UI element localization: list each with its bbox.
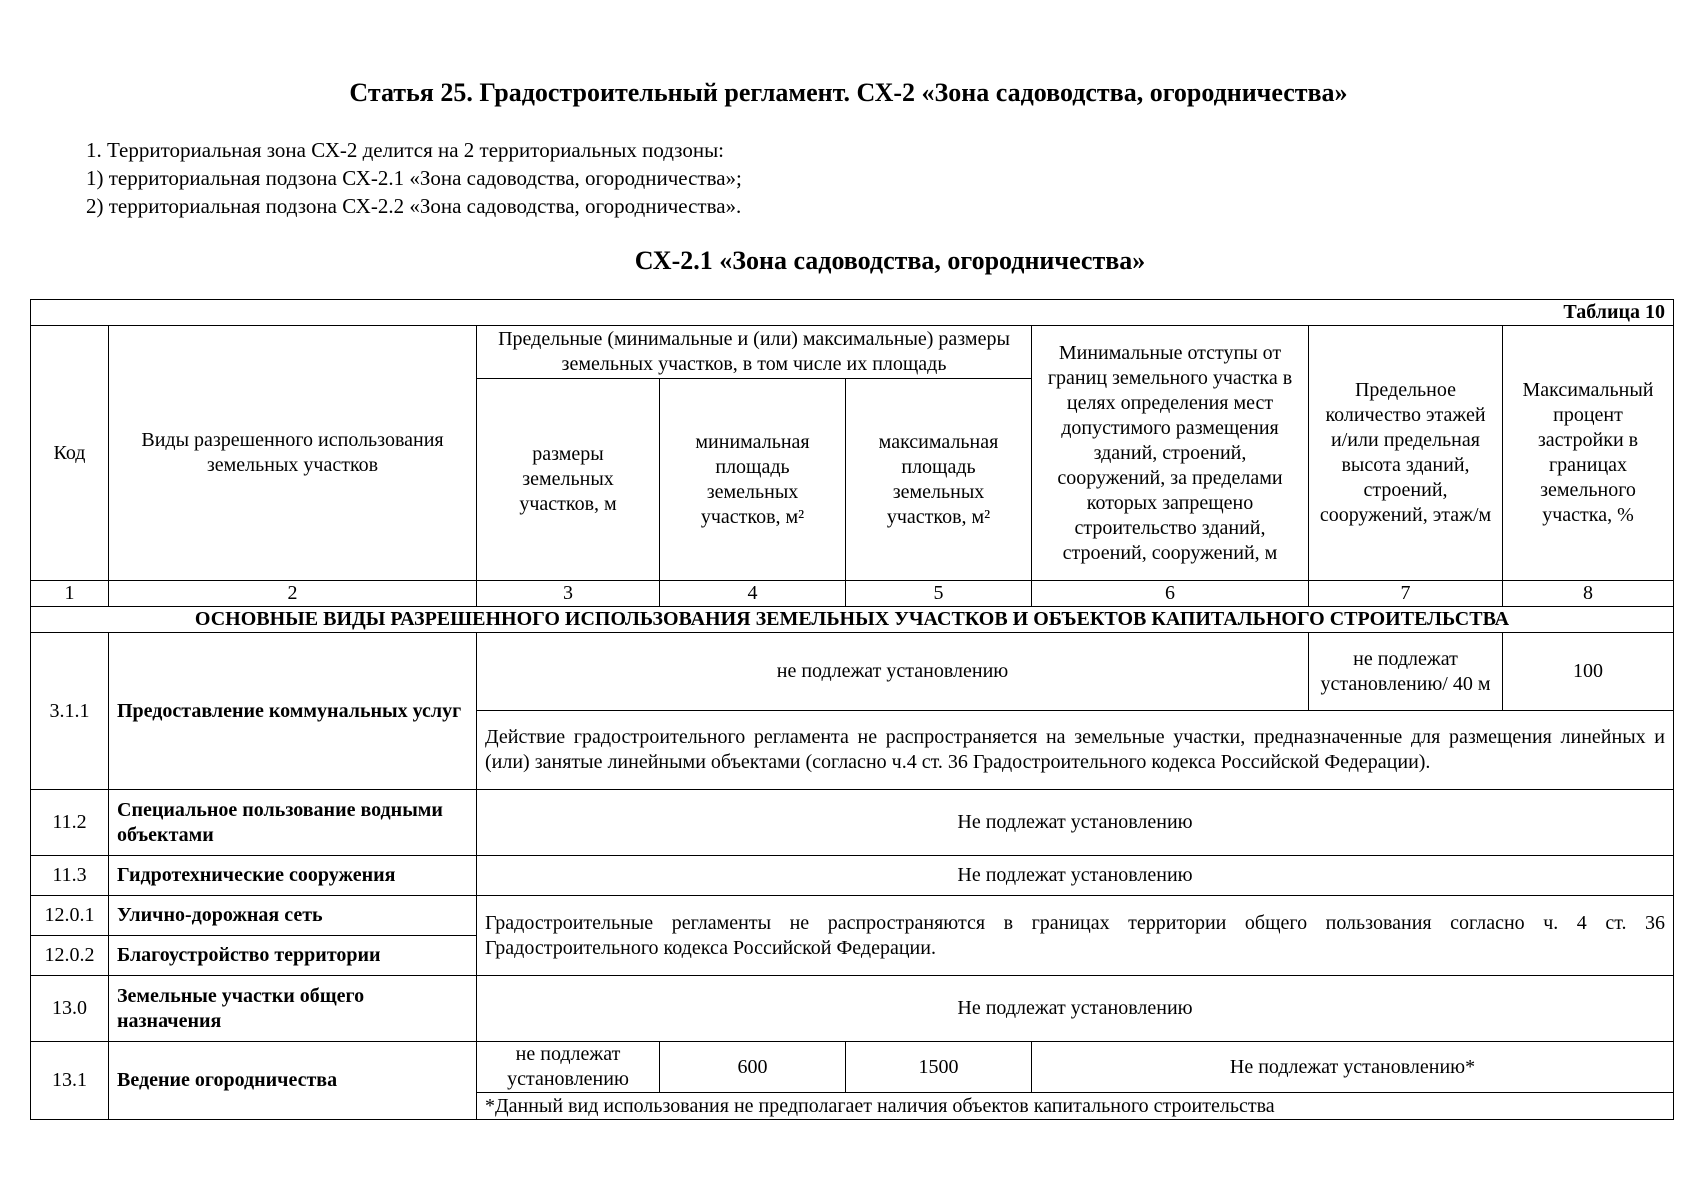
header-code: Код xyxy=(31,326,109,581)
row-use-name: Ведение огородничества xyxy=(109,1042,477,1120)
table-row xyxy=(31,856,1674,896)
header-max-area: максимальная площадь земельных участков, м² xyxy=(846,379,1032,581)
row-use-name: Улично-дорожная сеть xyxy=(109,896,477,936)
article-title: Статья 25. Градостроительный регламент. СХ-2 «Зона садоводства, огородничества» xyxy=(349,78,1348,107)
row-plot-size-value: не подлежат установлению xyxy=(477,1042,660,1093)
row-code: 12.0.2 xyxy=(31,936,109,976)
row-code: 11.3 xyxy=(31,856,109,896)
header-floors: Предельное количество этажей и/или предельная высота зданий, строений, сооружений, этаж/м xyxy=(1309,326,1503,581)
row-use-name: Предоставление коммунальных услуг xyxy=(109,633,477,790)
row-code: 3.1.1 xyxy=(31,633,109,790)
intro-line: 1. Территориальная зона СХ-2 делится на 2 территориальных подзоны: xyxy=(86,138,725,162)
table-row xyxy=(31,1042,1674,1093)
row-value: Не подлежат установлению xyxy=(477,790,1674,856)
row-use-name: Благоустройство территории xyxy=(109,936,477,976)
column-number: 7 xyxy=(1309,581,1503,607)
row-value: Градостроительные регламенты не распространяются в границах территории общего пользования согласно ч. 4 ст. 36 Градостроительного кодекса Российской Федерации. xyxy=(477,896,1674,976)
row-use-name: Специальное пользование водными объектами xyxy=(109,790,477,856)
row-use-name: Земельные участки общего назначения xyxy=(109,976,477,1042)
row-coverage-value: 100 xyxy=(1503,633,1674,711)
row-use-name: Гидротехнические сооружения xyxy=(109,856,477,896)
row-value: Не подлежат установлению xyxy=(477,976,1674,1042)
row-rest-value: Не подлежат установлению* xyxy=(1032,1042,1674,1093)
header-coverage: Максимальный процент застройки в границах земельного участка, % xyxy=(1503,326,1674,581)
table-row xyxy=(31,790,1674,856)
row-floors-value: не подлежат установлению/ 40 м xyxy=(1309,633,1503,711)
table-row xyxy=(31,633,1674,711)
regulation-table xyxy=(30,299,1674,1120)
column-number: 3 xyxy=(477,581,660,607)
header-use-types: Виды разрешенного использования земельных участков xyxy=(109,326,477,581)
row-min-area-value: 600 xyxy=(660,1042,846,1093)
column-number: 4 xyxy=(660,581,846,607)
header-setbacks: Минимальные отступы от границ земельного участка в целях определения мест допустимого размещения зданий, строений, сооружений, за пределами которых запрещено строительство зданий, строений, сооружений, м xyxy=(1032,326,1309,581)
column-number: 8 xyxy=(1503,581,1674,607)
row-footnote: *Данный вид использования не предполагает наличия объектов капитального строительства xyxy=(477,1093,1674,1120)
header-plot-size: размеры земельных участков, м xyxy=(477,379,660,581)
row-value: Не подлежат установлению xyxy=(477,856,1674,896)
row-code: 13.1 xyxy=(31,1042,109,1120)
subzone-title: СХ-2.1 «Зона садоводства, огородничества» xyxy=(634,246,1146,275)
column-number: 5 xyxy=(846,581,1032,607)
table-row xyxy=(31,976,1674,1042)
row-code: 11.2 xyxy=(31,790,109,856)
column-number: 2 xyxy=(109,581,477,607)
column-number-row xyxy=(31,581,1674,607)
row-code: 12.0.1 xyxy=(31,896,109,936)
header-min-area: минимальная площадь земельных участков, м² xyxy=(660,379,846,581)
header-limits-group: Предельные (минимальные и (или) максимальные) размеры земельных участков, в том числе их площадь xyxy=(477,326,1032,379)
table-row xyxy=(31,896,1674,936)
table-label: Таблица 10 xyxy=(31,300,1674,326)
section-heading: ОСНОВНЫЕ ВИДЫ РАЗРЕШЕННОГО ИСПОЛЬЗОВАНИЯ ЗЕМЕЛЬНЫХ УЧАСТКОВ И ОБЪЕКТОВ КАПИТАЛЬНОГО СТРОИТЕЛЬСТВА xyxy=(31,607,1674,633)
row-note: Действие градостроительного регламента не распространяется на земельные участки, предназначенные для размещения линейных и (или) занятые линейными объектами (согласно ч.4 ст. 36 Градостроительного кодекса Российской Федерации). xyxy=(477,711,1674,790)
intro-line: 1) территориальная подзона СХ-2.1 «Зона садоводства, огородничества»; xyxy=(86,166,742,190)
row-max-area-value: 1500 xyxy=(846,1042,1032,1093)
row-limits-value: не подлежат установлению xyxy=(477,633,1309,711)
intro-paragraph xyxy=(86,136,742,220)
column-number: 6 xyxy=(1032,581,1309,607)
intro-line: 2) территориальная подзона СХ-2.2 «Зона садоводства, огородничества». xyxy=(86,194,742,218)
column-number: 1 xyxy=(31,581,109,607)
row-code: 13.0 xyxy=(31,976,109,1042)
